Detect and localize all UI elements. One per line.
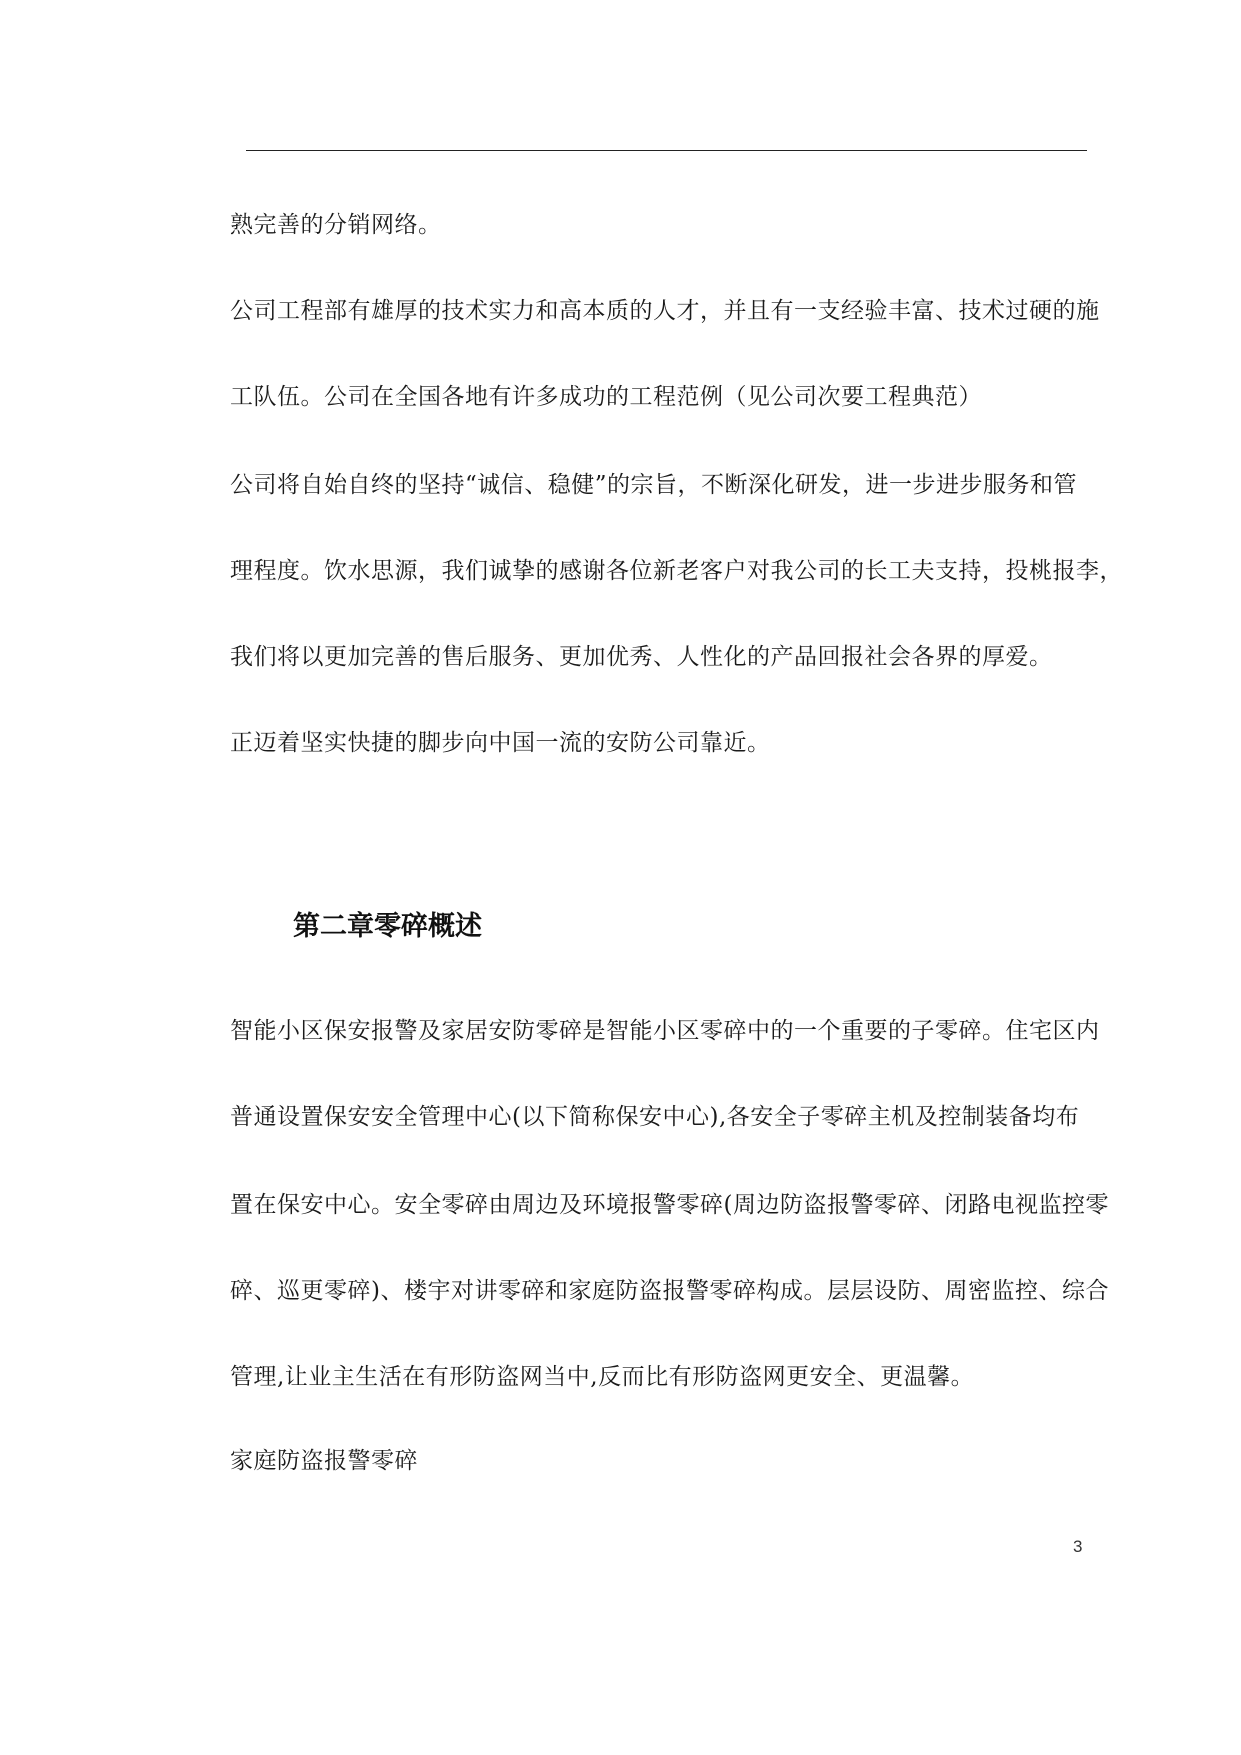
paragraph-line: 碎、巡更零碎)、楼宇对讲零碎和家庭防盗报警零碎构成。层层设防、周密监控、综合 <box>230 1278 1109 1304</box>
paragraph-line: 熟完善的分销网络。 <box>230 212 442 238</box>
paragraph-line: 普通设置保安安全管理中心(以下简称保安中心),各安全子零碎主机及控制装备均布 <box>230 1104 1080 1130</box>
paragraph-line: 正迈着坚实快捷的脚步向中国一流的安防公司靠近。 <box>230 730 771 756</box>
paragraph-line: 智能小区保安报警及家居安防零碎是智能小区零碎中的一个重要的子零碎。住宅区内 <box>230 1018 1100 1044</box>
paragraph-line: 理程度。饮水思源，我们诚挚的感谢各位新老客户对我公司的长工夫支持，投桃报李， <box>230 558 1123 584</box>
chapter-heading: 第二章零碎概述 <box>293 911 482 942</box>
header-rule <box>246 150 1087 151</box>
paragraph-line: 公司将自始自终的坚持“诚信、稳健”的宗旨，不断深化研发，进一步进步服务和管 <box>230 472 1078 498</box>
paragraph-line: 公司工程部有雄厚的技术实力和高本质的人才，并且有一支经验丰富、技术过硬的施 <box>230 298 1100 324</box>
paragraph-line: 管理,让业主生活在有形防盗网当中,反而比有形防盗网更安全、更温馨。 <box>230 1364 975 1390</box>
subsection-label: 家庭防盗报警零碎 <box>230 1448 418 1474</box>
paragraph-line: 置在保安中心。安全零碎由周边及环境报警零碎(周边防盗报警零碎、闭路电视监控零 <box>230 1192 1109 1218</box>
paragraph-line: 工队伍。公司在全国各地有许多成功的工程范例（见公司次要工程典范） <box>230 384 982 410</box>
page-number: 3 <box>1073 1537 1083 1556</box>
paragraph-line: 我们将以更加完善的售后服务、更加优秀、人性化的产品回报社会各界的厚爱。 <box>230 644 1053 670</box>
